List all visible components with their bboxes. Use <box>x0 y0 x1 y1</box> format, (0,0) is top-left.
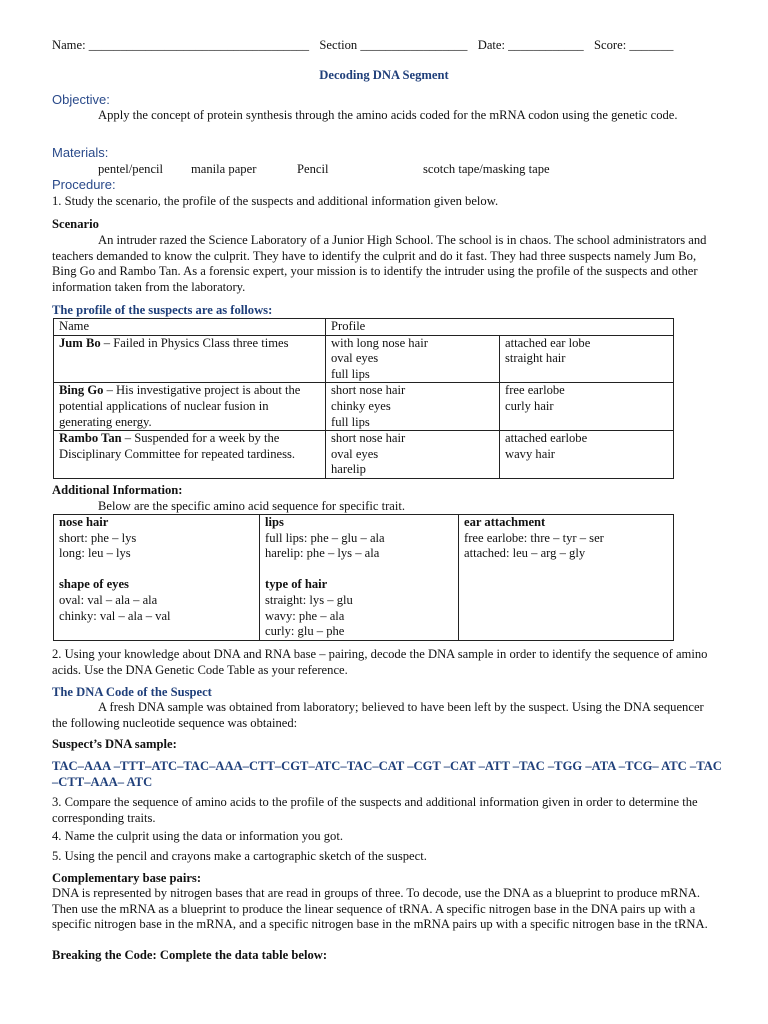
column-header-profile: Profile <box>326 319 674 336</box>
profile-traits-cell: short nose hair oval eyes harelip <box>326 431 500 479</box>
suspect-name: Jum Bo <box>59 335 101 350</box>
trait-column-ear <box>459 515 674 641</box>
section-field[interactable]: Section _________________ <box>319 38 468 52</box>
complementary-text: DNA is represented by nitrogen bases that are read in groups of three. To decode, use the DNA as a blueprint to produce mRNA. Then use the mRNA as a blueprint to produce the linear sequence of tRNA. A specific nitrogen base in the DNA pairs up with a specific nitrogen base in the mRNA, and a specific nitrogen base in the mRNA pairs up with a specific nitrogen base in the tRNA. <box>52 886 708 932</box>
suspect-description: – Suspended for a week by the Disciplinary Committee for repeated tardiness. <box>59 431 296 461</box>
trait-heading: type of hair <box>265 577 328 592</box>
trait-sequence: oval: val – ala – ala <box>59 592 158 607</box>
profile-heading: The profile of the suspects are as follows: <box>52 303 273 317</box>
trait-sequence: attached: leu – arg – gly <box>464 546 586 561</box>
material-item: Pencil <box>297 162 329 176</box>
suspect-description: – His investigative project is about the potential applications of nuclear fusion in generating energy. <box>59 383 301 429</box>
trait-sequence: chinky: val – ala – val <box>59 608 171 623</box>
procedure-heading: Procedure: <box>52 177 116 192</box>
procedure-step-3: 3. Compare the sequence of amino acids to the profile of the suspects and additional information given in order to determine the corresponding traits. <box>52 795 698 825</box>
profile-traits-cell: attached ear lobe straight hair <box>500 335 674 383</box>
table-row <box>54 335 674 383</box>
trait-heading: ear attachment <box>464 515 546 529</box>
dna-sample-label: Suspect’s DNA sample: <box>52 737 177 751</box>
scenario-text: An intruder razed the Science Laboratory of a Junior High School. The school is in chaos. The school administrators and teachers demanded to know the culprit. They have to identify the culprit and do it fast. They had three suspects namely Jum Bo, Bing Go and Rambo Tan. As a forensic expert, your mission is to identify the intruder using the profile of the suspects and other information taken from the laboratory. <box>52 233 707 294</box>
page-title: Decoding DNA Segment <box>319 68 449 82</box>
suspect-name: Bing Go <box>59 383 104 398</box>
objective-text: Apply the concept of protein synthesis through the amino acids coded for the mRNA codon using the genetic code. <box>98 108 678 122</box>
suspect-name-cell <box>54 383 326 431</box>
table-row <box>54 431 674 479</box>
material-item: scotch tape/masking tape <box>423 162 550 176</box>
trait-heading: nose hair <box>59 515 109 529</box>
profile-traits-cell: short nose hair chinky eyes full lips <box>326 383 500 431</box>
trait-heading: shape of eyes <box>59 577 129 592</box>
header-fields <box>52 38 722 54</box>
material-item: pentel/pencil <box>98 162 164 176</box>
scenario-heading: Scenario <box>52 217 99 231</box>
complementary-heading: Complementary base pairs: <box>52 871 202 885</box>
trait-sequence: harelip: phe – lys – ala <box>265 546 380 561</box>
material-item: manila paper <box>191 162 257 176</box>
trait-column-lips-hair <box>260 515 459 641</box>
objective-heading: Objective: <box>52 92 110 107</box>
suspect-name-cell <box>54 335 326 383</box>
procedure-step-1: 1. Study the scenario, the profile of the suspects and additional information given below. <box>52 194 499 208</box>
additional-subtext: Below are the specific amino acid sequence for specific trait. <box>98 499 406 513</box>
score-field[interactable]: Score: _______ <box>594 38 674 52</box>
date-field[interactable]: Date: ____________ <box>477 38 584 52</box>
trait-column-nose-eyes <box>54 515 260 641</box>
profile-traits-cell: free earlobe curly hair <box>500 383 674 431</box>
trait-sequence: long: leu – lys <box>59 546 131 561</box>
suspect-profile-table <box>53 318 674 479</box>
table-header-row <box>54 319 674 336</box>
additional-heading: Additional Information: <box>52 483 183 497</box>
trait-sequence: curly: glu – phe <box>265 624 345 639</box>
dna-code-heading: The DNA Code of the Suspect <box>52 685 212 699</box>
procedure-step-4: 4. Name the culprit using the data or information you got. <box>52 829 343 843</box>
name-field[interactable]: Name: ___________________________________ <box>52 38 310 52</box>
trait-sequence: wavy: phe – ala <box>265 608 345 623</box>
column-header-name: Name <box>54 319 326 336</box>
trait-sequence: free earlobe: thre – tyr – ser <box>464 530 604 545</box>
trait-sequence: full lips: phe – glu – ala <box>265 530 385 545</box>
amino-acid-trait-table <box>53 514 674 641</box>
procedure-step-5: 5. Using the pencil and crayons make a cartographic sketch of the suspect. <box>52 849 427 863</box>
profile-traits-cell: attached earlobe wavy hair <box>500 431 674 479</box>
breaking-code-heading: Breaking the Code: Complete the data table below: <box>52 948 328 962</box>
materials-heading: Materials: <box>52 145 109 160</box>
table-row <box>54 515 674 641</box>
trait-heading: lips <box>265 515 284 529</box>
procedure-step-2: 2. Using your knowledge about DNA and RNA base – pairing, decode the DNA sample in order to identify the sequence of amino acids. Use the DNA Genetic Code Table as your reference. <box>52 647 708 677</box>
profile-traits-cell: with long nose hair oval eyes full lips <box>326 335 500 383</box>
suspect-name-cell <box>54 431 326 479</box>
trait-sequence: short: phe – lys <box>59 530 137 545</box>
table-row <box>54 383 674 431</box>
dna-sequence: TAC–AAA –TTT–ATC–TAC–AAA–CTT–CGT–ATC–TAC–CAT –CGT –CAT –ATT –TAC –TGG –ATA –TCG– ATC –TAC –CTT–AAA– ATC <box>52 759 722 789</box>
trait-sequence: straight: lys – glu <box>265 592 353 607</box>
suspect-description: – Failed in Physics Class three times <box>100 335 289 350</box>
dna-code-text: A fresh DNA sample was obtained from laboratory; believed to have been left by the suspect. Using the DNA sequencer the following nucleotide sequence was obtained: <box>52 700 704 730</box>
suspect-name: Rambo Tan <box>59 431 122 446</box>
